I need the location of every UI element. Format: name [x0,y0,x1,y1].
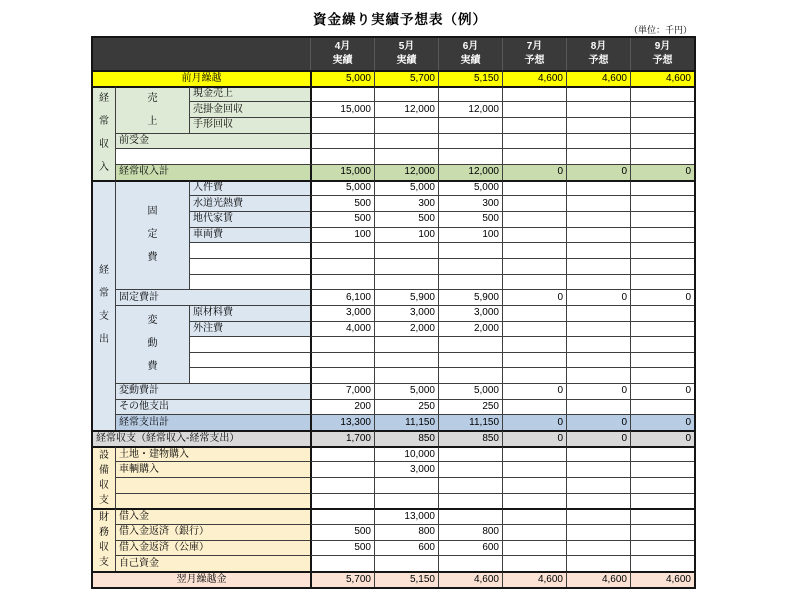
value-loan-repayment-public-6月: 600 [438,540,502,556]
value-land-building-purchase-7月 [502,446,566,462]
column-header-month: 4月 [334,41,351,52]
value-loan-repayment-public-9月 [630,540,694,556]
value-capital-blank-2-4月 [310,493,374,509]
column-header-type: 実績 [396,55,417,66]
value-variable-costs-total-7月: 0 [502,383,566,399]
label-advance-payments: 前受金 [115,133,310,149]
column-header-month: 9月 [654,41,671,52]
value-loan-repayment-public-4月: 500 [310,540,374,556]
value-ordinary-expenses-total-9月: 0 [630,414,694,430]
value-income-blank-6月 [438,148,502,164]
value-variable-blank-1-9月 [630,336,694,352]
label-ordinary-balance: 経常収支（経常収入-経常支出） [93,430,310,446]
value-personnel-cost-6月: 5,000 [438,180,502,196]
value-ordinary-income-total-6月: 12,000 [438,164,502,180]
value-advance-payments-6月 [438,133,502,149]
value-prev-month-balance-6月: 5,150 [438,70,502,86]
value-land-rent-7月 [502,211,566,227]
value-outsourcing-4月: 4,000 [310,321,374,337]
value-next-month-balance-4月: 5,700 [310,571,374,587]
value-ordinary-expenses-total-4月: 13,300 [310,414,374,430]
label-raw-materials: 原材料費 [189,305,310,321]
value-vehicle-cost-4月: 100 [310,227,374,243]
value-fixed-blank-2-7月 [502,258,566,274]
value-raw-materials-6月: 3,000 [438,305,502,321]
label-outsourcing: 外注費 [189,321,310,337]
value-fixed-blank-3-7月 [502,274,566,290]
value-loan-repayment-bank-7月 [502,524,566,540]
value-loan-repayment-bank-8月 [566,524,630,540]
value-own-funds-4月 [310,555,374,571]
value-prev-month-balance-8月: 4,600 [566,70,630,86]
label-variable-blank-2 [189,352,310,368]
value-fixed-blank-3-5月 [374,274,438,290]
value-loan-repayment-bank-5月: 800 [374,524,438,540]
column-header-6 [630,38,694,70]
value-fixed-blank-3-9月 [630,274,694,290]
value-cash-sales-9月 [630,86,694,102]
value-fixed-blank-1-7月 [502,242,566,258]
value-other-expenses-9月 [630,399,694,415]
value-land-building-purchase-9月 [630,446,694,462]
value-other-expenses-7月 [502,399,566,415]
value-advance-payments-9月 [630,133,694,149]
value-outsourcing-5月: 2,000 [374,321,438,337]
column-header-month: 8月 [590,41,607,52]
value-personnel-cost-9月 [630,180,694,196]
value-receivables-collection-6月: 12,000 [438,101,502,117]
value-notes-collection-4月 [310,117,374,133]
value-capital-blank-1-7月 [502,477,566,493]
value-capital-blank-1-8月 [566,477,630,493]
value-fixed-blank-2-8月 [566,258,630,274]
value-advance-payments-5月 [374,133,438,149]
value-next-month-balance-8月: 4,600 [566,571,630,587]
value-ordinary-expenses-total-5月: 11,150 [374,414,438,430]
value-prev-month-balance-9月: 4,600 [630,70,694,86]
label-fixed-costs-total: 固定費計 [115,289,310,305]
value-variable-blank-1-5月 [374,336,438,352]
value-loan-repayment-bank-6月: 800 [438,524,502,540]
column-header-5 [566,38,630,70]
value-raw-materials-5月: 3,000 [374,305,438,321]
label-receivables-collection: 売掛金回収 [189,101,310,117]
column-header-type: 予想 [588,55,609,66]
value-outsourcing-6月: 2,000 [438,321,502,337]
label-notes-collection: 手形回収 [189,117,310,133]
value-prev-month-balance-5月: 5,700 [374,70,438,86]
value-prev-month-balance-7月: 4,600 [502,70,566,86]
label-land-building-purchase: 土地・建物購入 [115,446,310,462]
value-land-rent-5月: 500 [374,211,438,227]
value-cash-sales-8月 [566,86,630,102]
value-loan-repayment-bank-9月 [630,524,694,540]
value-fixed-blank-2-6月 [438,258,502,274]
value-borrowing-7月 [502,508,566,524]
page-title: 資金繰り実績予想表（例） [313,12,487,27]
value-personnel-cost-7月 [502,180,566,196]
label-loan-repayment-public: 借入金返済（公庫） [115,540,310,556]
value-capital-blank-1-5月 [374,477,438,493]
value-loan-repayment-public-8月 [566,540,630,556]
value-ordinary-balance-9月: 0 [630,430,694,446]
value-advance-payments-4月 [310,133,374,149]
value-ordinary-income-total-7月: 0 [502,164,566,180]
value-utilities-cost-9月 [630,195,694,211]
value-own-funds-7月 [502,555,566,571]
value-outsourcing-7月 [502,321,566,337]
value-variable-blank-2-8月 [566,352,630,368]
value-land-rent-6月: 500 [438,211,502,227]
label-fixed-blank-2 [189,258,310,274]
value-next-month-balance-5月: 5,150 [374,571,438,587]
value-variable-blank-3-6月 [438,367,502,383]
value-ordinary-balance-5月: 850 [374,430,438,446]
label-variable-blank-3 [189,367,310,383]
value-cash-sales-5月 [374,86,438,102]
column-header-type: 予想 [652,55,673,66]
value-variable-blank-2-9月 [630,352,694,368]
column-header-month: 7月 [526,41,543,52]
column-header-type: 実績 [460,55,481,66]
value-fixed-costs-total-8月: 0 [566,289,630,305]
value-capital-blank-2-6月 [438,493,502,509]
value-utilities-cost-7月 [502,195,566,211]
value-capital-blank-2-7月 [502,493,566,509]
label-land-rent: 地代家賃 [189,211,310,227]
value-personnel-cost-8月 [566,180,630,196]
value-ordinary-income-total-5月: 12,000 [374,164,438,180]
value-income-blank-5月 [374,148,438,164]
value-cash-sales-4月 [310,86,374,102]
column-header-3 [438,38,502,70]
value-capital-blank-2-8月 [566,493,630,509]
value-income-blank-8月 [566,148,630,164]
label-loan-repayment-bank: 借入金返済（銀行） [115,524,310,540]
value-own-funds-5月 [374,555,438,571]
value-fixed-blank-2-9月 [630,258,694,274]
value-vehicle-cost-9月 [630,227,694,243]
value-loan-repayment-public-7月 [502,540,566,556]
column-header-2 [374,38,438,70]
value-variable-blank-3-7月 [502,367,566,383]
label-variable-costs-total: 変動費計 [115,383,310,399]
value-capital-blank-1-9月 [630,477,694,493]
value-outsourcing-9月 [630,321,694,337]
value-own-funds-9月 [630,555,694,571]
label-ordinary-expenses-total: 経常支出計 [115,414,310,430]
value-fixed-blank-3-6月 [438,274,502,290]
value-income-blank-4月 [310,148,374,164]
value-land-building-purchase-5月: 10,000 [374,446,438,462]
value-vehicle-purchase-7月 [502,461,566,477]
value-receivables-collection-5月: 12,000 [374,101,438,117]
value-ordinary-income-total-9月: 0 [630,164,694,180]
value-variable-blank-1-8月 [566,336,630,352]
value-fixed-blank-1-4月 [310,242,374,258]
value-next-month-balance-9月: 4,600 [630,571,694,587]
value-utilities-cost-6月: 300 [438,195,502,211]
value-income-blank-7月 [502,148,566,164]
label-cash-sales: 現金売上 [189,86,310,102]
label-borrowing: 借入金 [115,508,310,524]
unit-note: （単位：千円） [628,25,692,35]
value-capital-blank-2-9月 [630,493,694,509]
value-other-expenses-5月: 250 [374,399,438,415]
value-variable-costs-total-4月: 7,000 [310,383,374,399]
value-ordinary-income-total-4月: 15,000 [310,164,374,180]
value-variable-blank-3-8月 [566,367,630,383]
value-land-building-purchase-4月 [310,446,374,462]
value-raw-materials-8月 [566,305,630,321]
value-utilities-cost-5月: 300 [374,195,438,211]
value-variable-blank-1-4月 [310,336,374,352]
value-vehicle-purchase-8月 [566,461,630,477]
column-header-month: 6月 [462,41,479,52]
value-variable-costs-total-5月: 5,000 [374,383,438,399]
value-variable-blank-3-9月 [630,367,694,383]
value-capital-blank-1-6月 [438,477,502,493]
column-header-month: 5月 [398,41,415,52]
label-capital-blank-1 [115,477,310,493]
value-own-funds-6月 [438,555,502,571]
value-land-building-purchase-6月 [438,446,502,462]
value-cash-sales-6月 [438,86,502,102]
label-fixed-blank-3 [189,274,310,290]
section-financial-balance: 財 務 収 支 [93,508,115,571]
label-capital-blank-2 [115,493,310,509]
group-fixed-costs: 固 定 費 [115,180,189,290]
label-vehicle-purchase: 車輌購入 [115,461,310,477]
cashflow-table [91,36,696,589]
value-vehicle-cost-7月 [502,227,566,243]
value-variable-blank-3-4月 [310,367,374,383]
label-prev-month-balance: 前月繰越 [93,70,310,86]
value-utilities-cost-8月 [566,195,630,211]
value-borrowing-5月: 13,000 [374,508,438,524]
value-ordinary-balance-8月: 0 [566,430,630,446]
value-prev-month-balance-4月: 5,000 [310,70,374,86]
value-personnel-cost-4月: 5,000 [310,180,374,196]
section-ordinary-income: 経 常 収 入 [93,86,115,180]
section-capital-balance: 設 備 収 支 [93,446,115,509]
value-other-expenses-6月: 250 [438,399,502,415]
value-vehicle-purchase-4月 [310,461,374,477]
value-fixed-costs-total-6月: 5,900 [438,289,502,305]
value-outsourcing-8月 [566,321,630,337]
value-ordinary-balance-4月: 1,700 [310,430,374,446]
value-borrowing-9月 [630,508,694,524]
label-ordinary-income-total: 経常収入計 [115,164,310,180]
value-fixed-blank-1-9月 [630,242,694,258]
value-land-rent-8月 [566,211,630,227]
value-notes-collection-5月 [374,117,438,133]
corner-header [93,38,310,70]
value-ordinary-income-total-8月: 0 [566,164,630,180]
value-variable-blank-2-6月 [438,352,502,368]
value-ordinary-expenses-total-6月: 11,150 [438,414,502,430]
value-ordinary-expenses-total-7月: 0 [502,414,566,430]
value-variable-costs-total-6月: 5,000 [438,383,502,399]
value-borrowing-8月 [566,508,630,524]
value-land-rent-4月: 500 [310,211,374,227]
value-vehicle-purchase-5月: 3,000 [374,461,438,477]
label-utilities-cost: 水道光熱費 [189,195,310,211]
label-fixed-blank-1 [189,242,310,258]
value-vehicle-cost-5月: 100 [374,227,438,243]
value-advance-payments-8月 [566,133,630,149]
label-income-blank [115,148,310,164]
value-fixed-blank-1-8月 [566,242,630,258]
label-variable-blank-1 [189,336,310,352]
value-vehicle-cost-8月 [566,227,630,243]
value-ordinary-expenses-total-8月: 0 [566,414,630,430]
section-ordinary-expenses: 経 常 支 出 [93,180,115,431]
value-raw-materials-4月: 3,000 [310,305,374,321]
value-variable-blank-2-7月 [502,352,566,368]
label-personnel-cost: 人件費 [189,180,310,196]
column-header-4 [502,38,566,70]
label-other-expenses: その他支出 [115,399,310,415]
value-other-expenses-8月 [566,399,630,415]
value-capital-blank-1-4月 [310,477,374,493]
value-receivables-collection-7月 [502,101,566,117]
value-fixed-costs-total-9月: 0 [630,289,694,305]
value-fixed-blank-3-4月 [310,274,374,290]
value-vehicle-purchase-6月 [438,461,502,477]
value-variable-blank-2-4月 [310,352,374,368]
value-fixed-costs-total-7月: 0 [502,289,566,305]
column-header-type: 実績 [332,55,353,66]
value-notes-collection-9月 [630,117,694,133]
value-ordinary-balance-6月: 850 [438,430,502,446]
label-next-month-balance: 翌月繰越金 [93,571,310,587]
value-capital-blank-2-5月 [374,493,438,509]
value-vehicle-cost-6月: 100 [438,227,502,243]
value-next-month-balance-7月: 4,600 [502,571,566,587]
label-own-funds: 自己資金 [115,555,310,571]
value-variable-blank-1-7月 [502,336,566,352]
value-variable-costs-total-9月: 0 [630,383,694,399]
value-fixed-costs-total-5月: 5,900 [374,289,438,305]
value-receivables-collection-8月 [566,101,630,117]
value-ordinary-balance-7月: 0 [502,430,566,446]
value-own-funds-8月 [566,555,630,571]
value-variable-blank-1-6月 [438,336,502,352]
value-receivables-collection-4月: 15,000 [310,101,374,117]
value-variable-blank-2-5月 [374,352,438,368]
group-sales: 売 上 [115,86,189,133]
value-next-month-balance-6月: 4,600 [438,571,502,587]
value-variable-blank-3-5月 [374,367,438,383]
column-header-type: 予想 [524,55,545,66]
column-header-1 [310,38,374,70]
value-receivables-collection-9月 [630,101,694,117]
value-fixed-blank-1-5月 [374,242,438,258]
value-raw-materials-7月 [502,305,566,321]
value-vehicle-purchase-9月 [630,461,694,477]
value-fixed-blank-3-8月 [566,274,630,290]
value-utilities-cost-4月: 500 [310,195,374,211]
value-notes-collection-7月 [502,117,566,133]
value-loan-repayment-bank-4月: 500 [310,524,374,540]
value-variable-costs-total-8月: 0 [566,383,630,399]
value-personnel-cost-5月: 5,000 [374,180,438,196]
value-fixed-blank-1-6月 [438,242,502,258]
value-fixed-blank-2-5月 [374,258,438,274]
value-borrowing-6月 [438,508,502,524]
group-variable-costs: 変 動 費 [115,305,189,383]
value-raw-materials-9月 [630,305,694,321]
value-borrowing-4月 [310,508,374,524]
label-vehicle-cost: 車両費 [189,227,310,243]
value-fixed-costs-total-4月: 6,100 [310,289,374,305]
value-income-blank-9月 [630,148,694,164]
value-loan-repayment-public-5月: 600 [374,540,438,556]
value-notes-collection-6月 [438,117,502,133]
value-land-rent-9月 [630,211,694,227]
value-notes-collection-8月 [566,117,630,133]
value-advance-payments-7月 [502,133,566,149]
value-other-expenses-4月: 200 [310,399,374,415]
value-fixed-blank-2-4月 [310,258,374,274]
value-land-building-purchase-8月 [566,446,630,462]
value-cash-sales-7月 [502,86,566,102]
